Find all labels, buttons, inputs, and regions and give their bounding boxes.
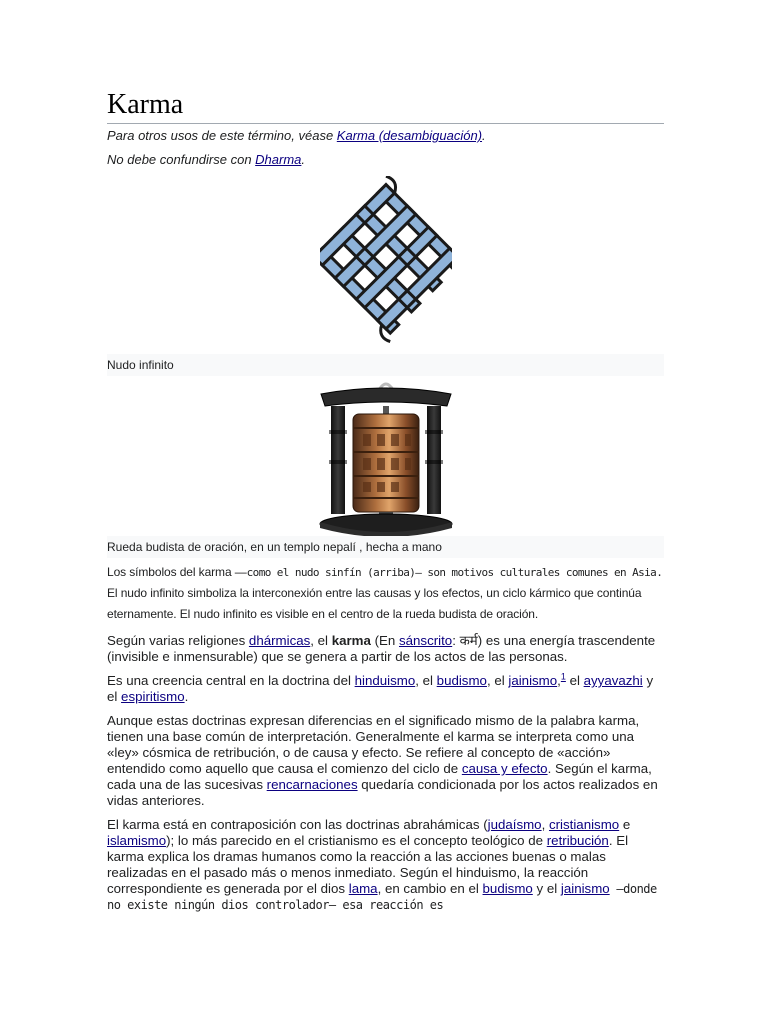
link-cristianismo[interactable]: cristianismo: [548, 817, 620, 832]
paragraph-4: [107, 817, 664, 913]
paragraph-2: [107, 673, 664, 705]
link-retribucion[interactable]: retribución: [546, 833, 609, 848]
endless-knot-icon: [320, 176, 452, 346]
text: Según varias religiones: [107, 633, 249, 648]
text: el: [565, 673, 584, 688]
text: , en cambio en el: [377, 881, 483, 896]
text: (En: [370, 633, 399, 648]
hatnote-punct: .: [301, 152, 306, 167]
knot-caption: Nudo infinito: [107, 354, 664, 376]
prayer-wheel-image[interactable]: [107, 380, 664, 536]
paragraph-1: [107, 633, 664, 665]
link-budismo-2[interactable]: budismo: [482, 881, 533, 896]
paragraph-3: [107, 713, 664, 809]
page-title: Karma: [107, 88, 664, 124]
text: y el: [107, 673, 654, 704]
text: , el: [415, 673, 437, 688]
text: Es una creencia central en la doctrina del: [107, 673, 355, 688]
link-ayyavazhi[interactable]: ayyavazhi: [583, 673, 643, 688]
link-espiritismo[interactable]: espiritismo: [121, 689, 185, 704]
text: : कर्म) es una energía trascendente (invisible e inmensurable) que se genera a partir de los actos de las personas.: [107, 633, 656, 664]
link-jainismo[interactable]: jainismo: [508, 673, 558, 688]
hatnote-text: No debe confundirse con: [107, 152, 256, 167]
link-dharma[interactable]: Dharma: [255, 152, 302, 167]
text: El karma está en contraposición con las doctrinas abrahámicas (: [107, 817, 488, 832]
text: ,: [557, 673, 561, 688]
link-rencarnaciones[interactable]: rencarnaciones: [266, 777, 358, 792]
text: , el: [486, 673, 509, 688]
note-text: El nudo infinito simboliza la interconexión entre las causas y los efectos, un ciclo kármico que continúa eternamente. El nudo infinito es visible en el centro de la rueda budista de oración.: [107, 586, 642, 621]
hatnote-punct: .: [482, 128, 486, 143]
link-karma-disambiguation[interactable]: Karma (desambiguación): [336, 128, 483, 143]
link-judaismo[interactable]: judaísmo: [487, 817, 542, 832]
reference-1[interactable]: 1: [560, 671, 566, 682]
text: Aunque estas doctrinas expresan diferencias en el significado mismo de la palabra karma, tienen una base común de interpretación. Generalmente el karma se interpreta como una «ley» cósmica de retribución, o de causa y efecto. Se refiere al concepto de «acción» entendido como aquello que causa el comienzo del ciclo de: [107, 713, 640, 776]
text: ,: [541, 817, 549, 832]
endless-knot-image[interactable]: [107, 176, 664, 354]
text: e: [619, 817, 631, 832]
wheel-caption: Rueda budista de oración, en un templo nepalí , hecha a mano: [107, 536, 664, 558]
article: [107, 88, 664, 913]
text: ); lo más parecido en el cristianismo es el concepto teológico de: [166, 833, 547, 848]
text: —donde no existe ningún dios controlador— esa reacción es: [107, 882, 657, 912]
link-budismo[interactable]: budismo: [436, 673, 487, 688]
text: . Según el karma, cada una de las sucesivas: [107, 761, 652, 792]
symbols-note: [107, 562, 664, 625]
link-hinduismo[interactable]: hinduismo: [354, 673, 416, 688]
link-sanscrito[interactable]: sánscrito: [398, 633, 453, 648]
text: y el: [532, 881, 561, 896]
hatnote-disambiguation: [107, 128, 664, 144]
hatnote-dharma: [107, 152, 664, 168]
note-text: como el nudo sinfín (arriba)— son motivos culturales comunes en Asia.: [246, 566, 663, 579]
link-causa-y-efecto[interactable]: causa y efecto: [461, 761, 548, 776]
link-islamismo[interactable]: islamismo: [107, 833, 167, 848]
text: .: [184, 689, 189, 704]
link-dharmicas[interactable]: dhármicas: [248, 633, 311, 648]
hatnote-text: Para otros usos de este término, véase: [107, 128, 337, 143]
term-karma: karma: [331, 633, 371, 648]
note-text: Los símbolos del karma —: [107, 565, 247, 579]
text: quedaría condicionada por los actos realizados en vidas anteriores.: [107, 777, 658, 808]
link-lama[interactable]: lama: [348, 881, 378, 896]
link-jainismo-2[interactable]: jainismo: [560, 881, 610, 896]
text: . El karma explica los dramas humanos como la reacción a las acciones buenas o malas realizadas en el pasado más o menos inmediato. Según el hinduismo, la reacción correspondiente es generada por el dios: [107, 833, 629, 896]
prayer-wheel-icon: [313, 380, 459, 536]
text: , el: [310, 633, 332, 648]
